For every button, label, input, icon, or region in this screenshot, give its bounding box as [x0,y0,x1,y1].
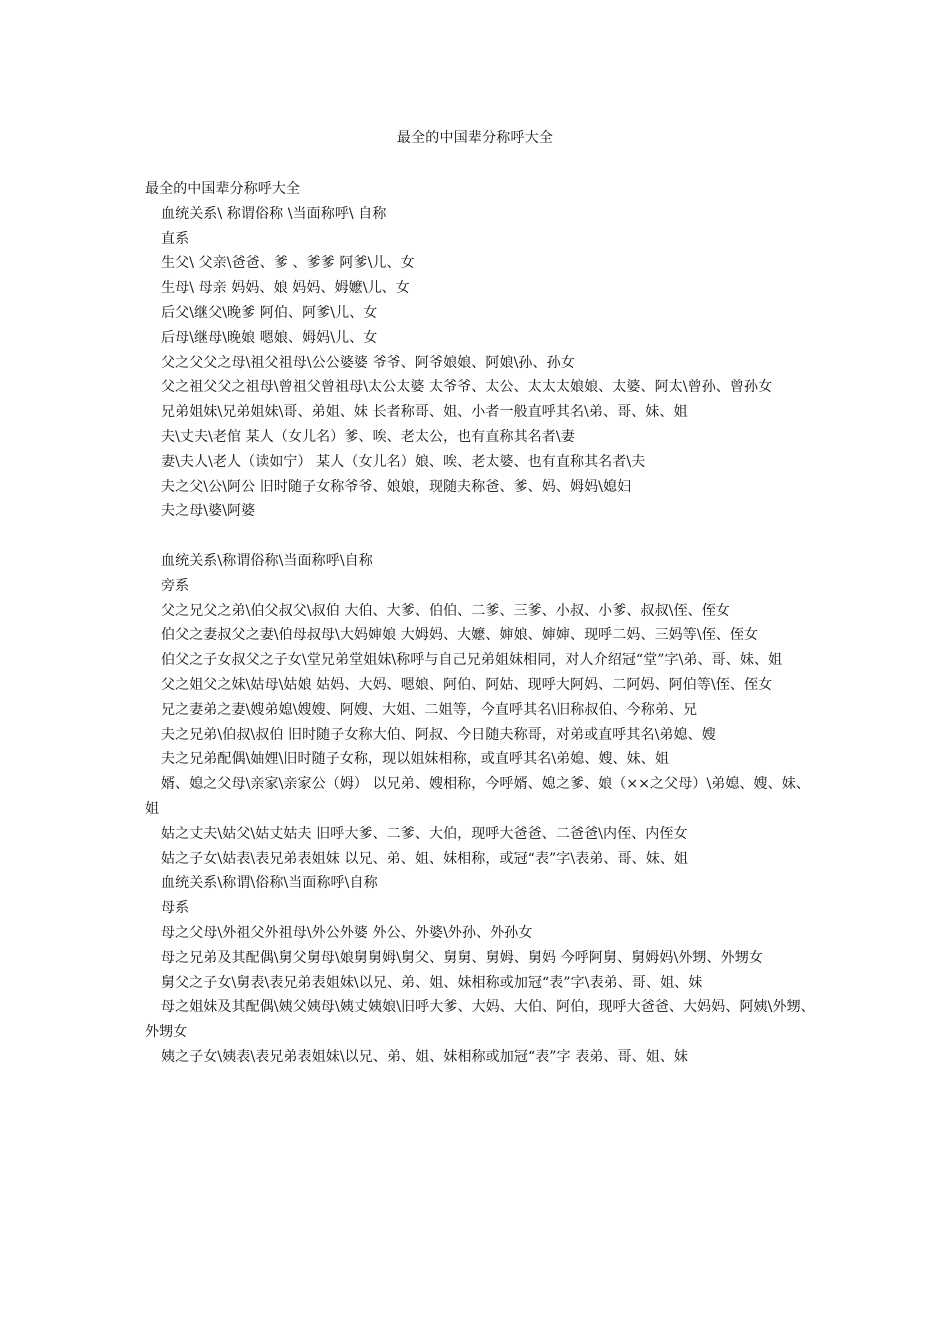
body-line: 妻\夫人\老人（读如宁） 某人（女儿名）娘、唉、老太婆、也有直称其名者\夫 [161,453,646,470]
blank-line [145,524,815,549]
body-line: 父之姐父之妹\姑母\姑娘 姑妈、大妈、嗯娘、阿伯、阿姑、现呼大阿妈、二阿妈、阿伯等\侄、侄女 [161,676,773,693]
document-body [145,177,815,1070]
body-line: 血统关系\称谓俗称\当面称呼\自称 [161,552,373,569]
body-line: 舅父之子女\舅表\表兄弟表姐妹\以兄、弟、姐、妹相称或加冠“表”字\表弟、哥、姐、妹 [161,974,703,991]
body-line: 兄弟姐妹\兄弟姐妹\哥、弟姐、妹 长者称哥、姐、小者一般直呼其名\弟、哥、妹、姐 [161,404,688,421]
body-line: 母之父母\外祖父外祖母\外公外婆 外公、外婆\外孙、外孙女 [161,924,533,941]
body-line: 后母\继母\晚娘 嗯娘、姆妈\儿、女 [161,329,378,346]
body-line: 血统关系\ 称谓俗称 \当面称呼\ 自称 [161,205,387,222]
body-line: 姑之丈夫\姑父\姑丈姑夫 旧呼大爹、二爹、大伯，现呼大爸爸、二爸爸\内侄、内侄女 [161,825,688,842]
body-line: 母之兄弟及其配偶\舅父舅母\娘舅舅姆\舅父、舅舅、舅姆、舅妈 今呼阿舅、舅姆妈\外甥、外甥女 [161,949,763,966]
body-line: 婿、媳之父母\亲家\亲家公（姆） 以兄弟、嫂相称，今呼婿、媳之爹、娘（××之父母）\弟媳、嫂、妹、姐 [145,776,810,817]
body-line: 母之姐妹及其配偶\姨父姨母\姨丈姨娘\旧呼大爹、大妈、大伯、阿伯，现呼大爸爸、大妈妈、阿姨\外甥、外甥女 [145,999,815,1041]
section-label: 旁系 [161,577,190,594]
body-line: 父之祖父父之祖母\曾祖父曾祖母\太公太婆 太爷爷、太公、太太太娘娘、太婆、阿太\曾孙、曾孙女 [161,379,773,396]
body-line: 姨之子女\姨表\表兄弟表姐妹\以兄、弟、姐、妹相称或加冠“表”字 表弟、哥、姐、妹 [161,1048,689,1065]
body-line: 夫之母\婆\阿婆 [161,503,256,520]
body-line: 夫之兄弟\伯叔\叔伯 旧时随子女称大伯、阿叔、今日随夫称哥，对弟或直呼其名\弟媳、嫂 [161,726,716,743]
document-title: 最全的中国辈分称呼大全 [396,130,554,146]
body-line: 夫之父\公\阿公 旧时随子女称爷爷、娘娘，现随夫称爸、爹、妈、姆妈\媳妇 [161,478,632,495]
body-line: 伯父之子女叔父之子女\堂兄弟堂姐妹\称呼与自己兄弟姐妹相同，对人介绍冠“堂”字\弟、哥、妹、姐 [161,652,783,669]
body-line: 姑之子女\姑表\表兄弟表姐妹 以兄、弟、姐、妹相称，或冠“表”字\表弟、哥、妹、姐 [161,850,689,867]
body-line: 伯父之妻叔父之妻\伯母叔母\大妈婶娘 大姆妈、大嬷、婶娘、婶婶、现呼二妈、三妈等\侄、侄女 [161,627,759,644]
body-line: 父之父父之母\祖父祖母\公公婆婆 爷爷、阿爷娘娘、阿娘\孙、孙女 [161,354,575,371]
body-heading: 最全的中国辈分称呼大全 [145,181,301,197]
body-line: 夫\丈夫\老倌 某人（女儿名）爹、唉、老太公，也有直称其名者\妻 [161,428,575,445]
body-line: 夫之兄弟配偶\妯娌\旧时随子女称，现以姐妹相称，或直呼其名\弟媳、嫂、妹、姐 [161,751,669,768]
body-line: 后父\继父\晚爹 阿伯、阿爹\儿、女 [161,304,378,321]
body-line: 父之兄父之弟\伯父叔父\叔伯 大伯、大爹、伯伯、二爹、三爹、小叔、小爹、叔叔\侄、侄女 [161,602,730,619]
body-line: 生父\ 父亲\爸爸、爹 、爹爹 阿爹\儿、女 [161,255,415,272]
body-line: 血统关系\称谓\俗称\当面称呼\自称 [161,875,378,892]
body-line: 生母\ 母亲 妈妈、娘 妈妈、姆嬷\儿、女 [161,280,410,297]
section-label: 直系 [161,230,190,247]
section-label: 母系 [161,900,190,917]
body-line: 兄之妻弟之妻\嫂弟媳\嫂嫂、阿嫂、大姐、二姐等，今直呼其名\旧称叔伯、今称弟、兄 [161,701,698,718]
